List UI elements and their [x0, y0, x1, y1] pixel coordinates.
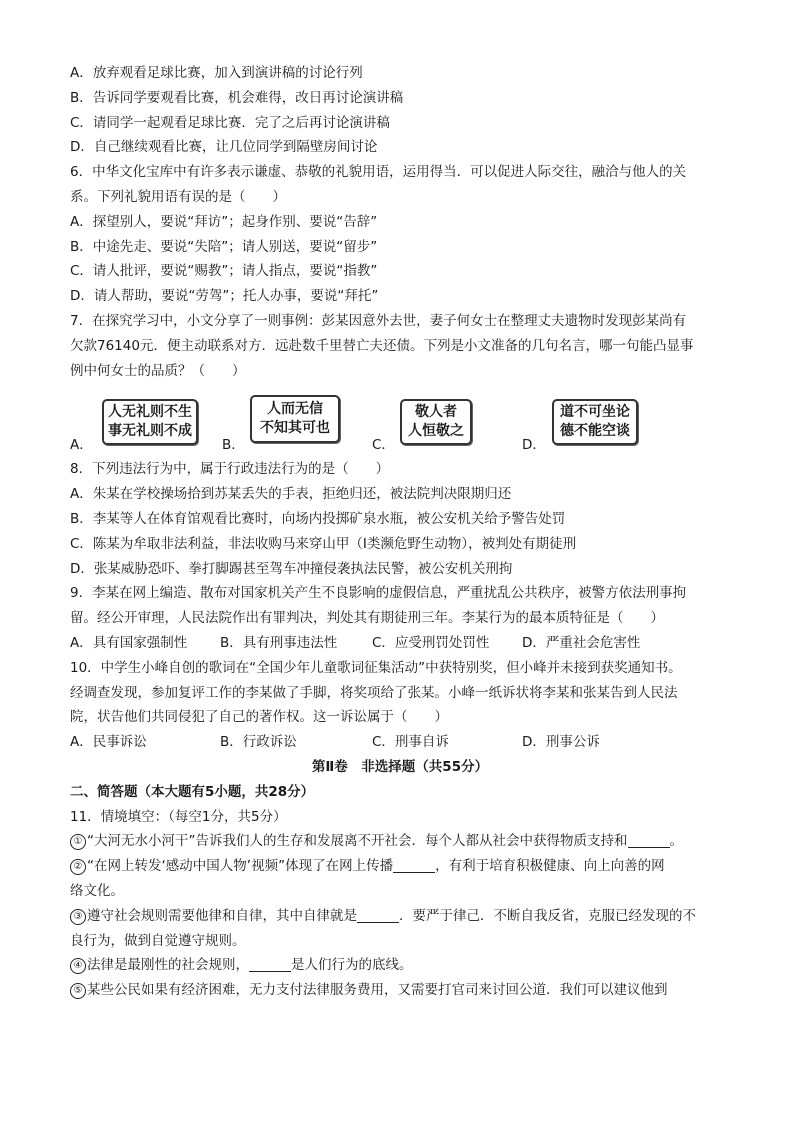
q5-option-c: C．请同学一起观看足球比赛．完了之后再讨论演讲稿: [70, 114, 390, 131]
q11-item-1-blank[interactable]: [628, 833, 670, 848]
q7-option-a-quote-line1: 人无礼则不生: [108, 404, 192, 421]
q11-item-5-number: ⑤: [70, 983, 86, 999]
part-2-heading: 二、简答题（本大题有5小题，共28分）: [70, 783, 315, 800]
q11-stem: 11．情境填空：（每空1分，共5分）: [70, 808, 287, 825]
q11-item-1-text-before: “大河无水小河干”告诉我们人的生存和发展离不开社会．每个人都从社会中获得物质支持和: [87, 833, 628, 850]
q11-item-2-blank[interactable]: [393, 858, 435, 873]
q10-option-c: C．刑事自诉: [372, 734, 449, 751]
exam-content: [70, 61, 730, 1003]
q9-option-d: D．严重社会危害性: [522, 634, 641, 651]
q11-item-3-text-after: ．要严于律己．不断自我反省，克服已经发现的不: [399, 907, 696, 924]
q7-option-d-quote-line2: 德不能空谈: [560, 423, 630, 440]
q7-stem-line2: 欠款76140元．便主动联系对方．远赴数千里替亡夫还债。下列是小文准备的几句名言，哪一句能凸显事: [70, 337, 694, 354]
q7-option-a-quote-box: [102, 399, 198, 445]
q11-item-4: [70, 953, 730, 978]
q7-option-c-letter: C．: [372, 437, 395, 454]
q7-option-a-letter: A．: [70, 437, 93, 454]
q9-options-row: [70, 631, 730, 656]
q7-option-a-quote-line2: 事无礼则不成: [108, 423, 192, 440]
q9-stem-line2: 留。经公开审理，人民法院作出有罪判决，判处其有期徒刑三年。李某行为的最本质特征是（ ）: [70, 610, 664, 627]
q8-option-b: B．李某等人在体育馆观看比赛时，向场内投掷矿泉水瓶，被公安机关给予警告处罚: [70, 510, 566, 527]
q7-stem-line1: 7．在探究学习中，小文分享了一则事例：彭某因意外去世，妻子何女士在整理丈夫遗物时发现彭某尚有: [70, 312, 687, 329]
q11-item-5-text-before: 某些公民如果有经济困难，无力支付法律服务费用，又需要打官司来讨回公道．我们可以建议他到: [87, 982, 668, 999]
q6-option-a: A．探望别人，要说“拜访”；起身作别、要说“告辞”: [70, 213, 378, 230]
q8-option-c: C．陈某为牟取非法利益，非法收购马来穿山甲（Ⅰ类濒危野生动物），被判处有期徒刑: [70, 535, 577, 552]
q11-item-2-continued: 络文化。: [70, 882, 124, 899]
q9-option-a: A．具有国家强制性: [70, 634, 188, 651]
q11-item-2: [70, 854, 730, 879]
q7-option-b-quote-line2: 不知其可也: [260, 420, 330, 437]
q5-option-a: A．放弃观看足球比赛，加入到演讲稿的讨论行列: [70, 65, 363, 81]
q11-item-5: [70, 978, 730, 1003]
q7-option-d-quote-line1: 道不可坐论: [560, 404, 630, 421]
q7-option-d-letter: D．: [522, 437, 546, 454]
q7-options-row: [70, 397, 730, 457]
q6-option-c: C．请人批评，要说“赐教”；请人指点，要说“指教”: [70, 263, 378, 280]
q7-option-b-quote-line1: 人而无信: [267, 401, 323, 418]
q10-stem-line3: 院，状告他们共同侵犯了自己的著作权。这一诉讼属于（ ）: [70, 709, 448, 726]
q11-item-4-blank[interactable]: [249, 957, 291, 972]
q10-option-b: B．行政诉讼: [220, 734, 297, 751]
q11-item-4-number: ④: [70, 958, 86, 974]
q11-item-3-blank[interactable]: [357, 908, 399, 923]
q7-option-c-quote-box: [400, 399, 472, 445]
q9-option-c: C．应受刑罚处罚性: [372, 634, 490, 651]
q9-stem-line1: 9．李某在网上编造、散布对国家机关产生不良影响的虚假信息，严重扰乱公共秩序，被警方依法刑事拘: [70, 585, 687, 602]
q7-option-c-quote-line1: 敬人者: [415, 404, 457, 421]
q10-option-a: A．民事诉讼: [70, 734, 147, 751]
q11-item-3: [70, 904, 730, 929]
q7-option-b-quote-box: [250, 395, 340, 443]
q6-stem-line2: 系。下列礼貌用语有误的是（ ）: [70, 188, 286, 205]
q11-item-1-number: ①: [70, 834, 86, 850]
q6-option-d: D．请人帮助，要说“劳驾”；托人办事，要说“拜托”: [70, 288, 379, 305]
q6-stem-line1: 6．中华文化宝库中有许多表示谦虚、恭敬的礼貌用语，运用得当．可以促进人际交往，融洽与他人的关: [70, 164, 687, 181]
q6-option-b: B．中途先走、要说“失陪”；请人别送，要说“留步”: [70, 238, 378, 255]
q11-item-1: [70, 829, 730, 854]
q11-item-2-text-after: ，有利于培育积极健康、向上向善的网: [435, 858, 665, 875]
q11-item-3-number: ③: [70, 909, 86, 925]
q7-stem-line3: 例中何女士的品质？（ ）: [70, 362, 246, 379]
q8-option-a: A．朱某在学校操场拾到苏某丢失的手表，拒绝归还，被法院判决限期归还: [70, 486, 512, 503]
q10-stem-line2: 经调查发现，参加复评工作的李某做了手脚，将奖项给了张某。小峰一纸诉状将李某和张某告到人民法: [70, 684, 678, 701]
section-2-title: 第Ⅱ卷 非选择题（共55分）: [311, 758, 489, 775]
q11-item-4-text-before: 法律是最刚性的社会规则，: [87, 957, 249, 974]
q10-option-d: D．刑事公诉: [522, 734, 600, 751]
q11-item-1-text-after: 。: [669, 833, 683, 850]
q11-item-2-text-before: “在网上转发‘感动中国人物’视频”体现了在网上传播: [87, 858, 394, 875]
q10-options-row: [70, 730, 730, 755]
q7-option-b-letter: B．: [222, 437, 245, 454]
q11-item-3-continued: 良行为，做到自觉遵守规则。: [70, 932, 246, 949]
q7-option-c-quote-line2: 人恒敬之: [408, 423, 464, 440]
q9-option-b: B．具有刑事违法性: [220, 634, 338, 651]
q5-option-b: B．告诉同学要观看比赛，机会难得，改日再讨论演讲稿: [70, 89, 404, 106]
q8-stem: 8．下列违法行为中，属于行政违法行为的是（ ）: [70, 461, 390, 478]
q10-stem-line1: 10．中学生小峰自创的歌词在“全国少年儿童歌词征集活动”中获特别奖，但小峰并未接到获奖通知书。: [70, 659, 682, 676]
q11-item-2-number: ②: [70, 859, 86, 875]
q7-option-d-quote-box: [552, 399, 638, 445]
q5-option-d: D．自己继续观看比赛，让几位同学到隔壁房间讨论: [70, 139, 378, 156]
q11-item-4-text-after: 是人们行为的底线。: [291, 957, 413, 974]
q11-item-3-text-before: 遵守社会规则需要他律和自律，其中自律就是: [87, 907, 357, 924]
q8-option-d: D．张某威胁恐吓、拳打脚踢甚至驾车冲撞侵袭执法民警，被公安机关刑拘: [70, 560, 513, 577]
